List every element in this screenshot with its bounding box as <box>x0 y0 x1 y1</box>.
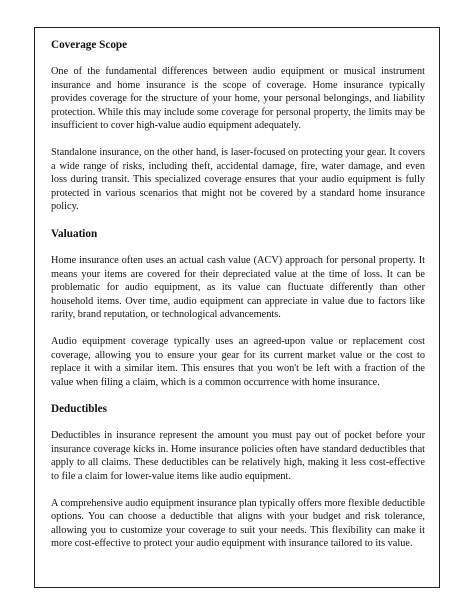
paragraph: Home insurance often uses an actual cash value (ACV) approach for personal property. It means your items are covered for their depreciated value at the time of loss. It can be problematic for audio equipment, as its value can fluctuate differently than other household items. Over time, audio equipment can appreciate in value due to factors like rarity, brand reputation, or technological advancements. <box>51 254 425 321</box>
paragraph: Deductibles in insurance represent the amount you must pay out of pocket before your insurance coverage kicks in. Home insurance policies often have standard deductibles that apply to all claims. These deductibles can be relatively high, making it less cost-effective to file a claim for lower-value items like audio equipment. <box>51 430 425 483</box>
paragraph: One of the fundamental differences between audio equipment or musical instrument insurance and home insurance is the scope of coverage. Home insurance typically provides coverage for the structure of your home, your personal belongings, and liability protection. While this may include some coverage for personal property, the limits may be insufficient to cover high-value audio equipment adequately. <box>51 66 425 132</box>
paragraph: Audio equipment coverage typically uses an agreed-upon value or replacement cost coverage, allowing you to ensure your gear for its current market value or the cost to replace it with a similar item. This ensures that you won't be left with a fraction of the value when filing a claim, which is a common occurrence with home insurance. <box>51 335 425 388</box>
section-coverage-scope <box>51 38 425 214</box>
document-body <box>51 38 425 564</box>
paragraph: Standalone insurance, on the other hand, is laser-focused on protecting your gear. It covers a wide range of risks, including theft, accidental damage, fire, water damage, and even loss during transit. This specialized coverage ensures that your audio equipment is fully protected in various scenarios that might not be covered by a standard home insurance policy. <box>51 146 425 213</box>
section-heading: Coverage Scope <box>51 39 128 51</box>
section-heading: Deductibles <box>51 403 107 416</box>
section-deductibles <box>51 402 425 551</box>
paragraph: A comprehensive audio equipment insurance plan typically offers more flexible deductible options. You can choose a deductible that aligns with your budget and risk tolerance, allowing you to customize your coverage to suit your needs. This flexibility can make it more cost-effective to protect your audio equipment with insurance tailored to its value. <box>51 497 425 550</box>
section-valuation <box>51 227 425 389</box>
section-heading: Valuation <box>51 227 98 240</box>
